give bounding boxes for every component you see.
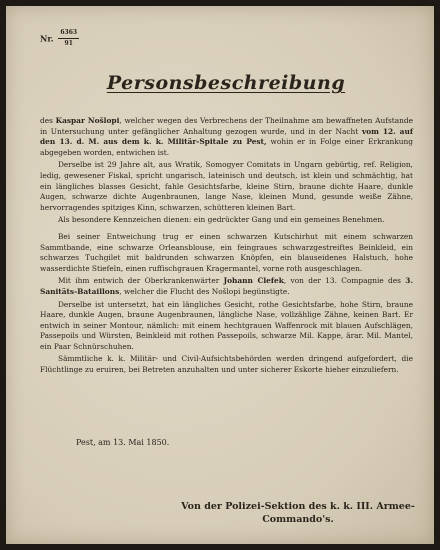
reference-numerator: 6363 (58, 28, 79, 39)
paragraph-clothing: Bei seiner Entweichung trug er einen schwarzen Kutschirhut mit einem schwarzen Sammtbande, eine schwarze Orleansblouse, ein feingraues schwarzgestreiftes Beinkleid, ein schwarzes Tuchgilet mit baldrunden schwarzen Knöpfen, ein blauseidenes Halstuch, hohe wasserdichte Stiefeln, einen ruffischgrauen Kragermantel, vorne roth ausgeschlagen. (40, 231, 413, 273)
date-line: Pest, am 13. Mai 1850. (76, 438, 170, 447)
intro-end: wohin er in Folge einer Erkrankung abgegeben worden, entwichen ist. (40, 137, 413, 157)
signature-block (178, 500, 418, 526)
paragraph-accomplice-description: Derselbe ist untersetzt, hat ein längliches Gesicht, rothe Gesichtsfarbe, hohe Stirn, braune Haare, dunkle Augen, braune Augenbraunen, längliche Nase, vollzählige Zähne, keinen Bart. Er entwich in seiner Montour, nämlich: mit einem hechtgrauen Waffenrock mit blauen Aufschlägen, Passepoils und Würsten, Beinkleid mit rothen Passepoils, schwarze Mil. Kappe, ärar. Mil. Mantel, ein Paar Schnürschuhen. (40, 299, 413, 351)
intro-text: , welcher wegen des Verbrechens der Theilnahme am bewaffneten Aufstande in Untersuchung unter gefänglicher Anhaltung gezogen wurde, und in der Nacht (40, 116, 413, 136)
document-page (6, 6, 434, 544)
accomplice-text-b: , von der 13. Compagnie des (283, 276, 401, 286)
reference-denominator: 91 (64, 40, 73, 47)
fugitive-name: Kaspar Nošlopi (55, 116, 120, 125)
accomplice-unit: 3. Sanitäts-Bataillons (40, 276, 414, 296)
paragraph-distinguishing-marks: Als besondere Kennzeichen dienen: ein gedrückter Gang und ein gemeines Benehmen. (58, 215, 385, 225)
paragraph-description: Derselbe ist 29 Jahre alt, aus Wratik, Somogyer Comitats in Ungarn gebürtig, ref. Religion, ledig, gewesener Fiskal, spricht ungarisch, lateinisch und deutsch, ist klein und schmächtig, hat ein längliches blasses Gesicht, fahle Gesichtsfarbe, kleine Stirn, braune dichte Haare, dunkle Augen, schwarze dichte Augenbraunen, lange Nase, kleinen Mund, gesunde weiße Zähne, hervorragendes spitziges Kinn, schwarzen, schütteren kleinen Bart. (40, 160, 413, 212)
document-body (40, 116, 413, 382)
paragraph-request: Sämmtliche k. k. Militär- und Civil-Aufsichtsbehörden werden dringend aufgefordert, die Flüchtlinge zu eruiren, bei Betreten anzuhalten und unter sicherer Eskorte hieher einzuliefern. (40, 354, 413, 375)
reference-number-fraction (58, 28, 79, 49)
accomplice-text-c: , welcher die Flucht des Nošlopi begünstigte. (119, 286, 290, 296)
reference-number-label: Nr. (40, 33, 54, 44)
paragraph-accomplice (40, 276, 413, 297)
signature-line-1: Von der Polizei-Sektion des k. k. III. Armee- (181, 501, 415, 512)
accomplice-name: Johann Clefek (223, 276, 284, 286)
signature-line-2: Commando's. (262, 514, 334, 525)
reference-number (40, 28, 79, 49)
accomplice-text-a: Mit ihm entwich der Oberkrankenwärter (58, 276, 220, 286)
intro-prefix: des (40, 116, 53, 125)
intro-bold: vom 12. auf den 13. d. M. aus dem k. k. Militär-Spitale zu Pest, (40, 126, 414, 147)
paragraph-intro (40, 116, 413, 158)
document-title: Personsbeschreibung (106, 72, 346, 94)
